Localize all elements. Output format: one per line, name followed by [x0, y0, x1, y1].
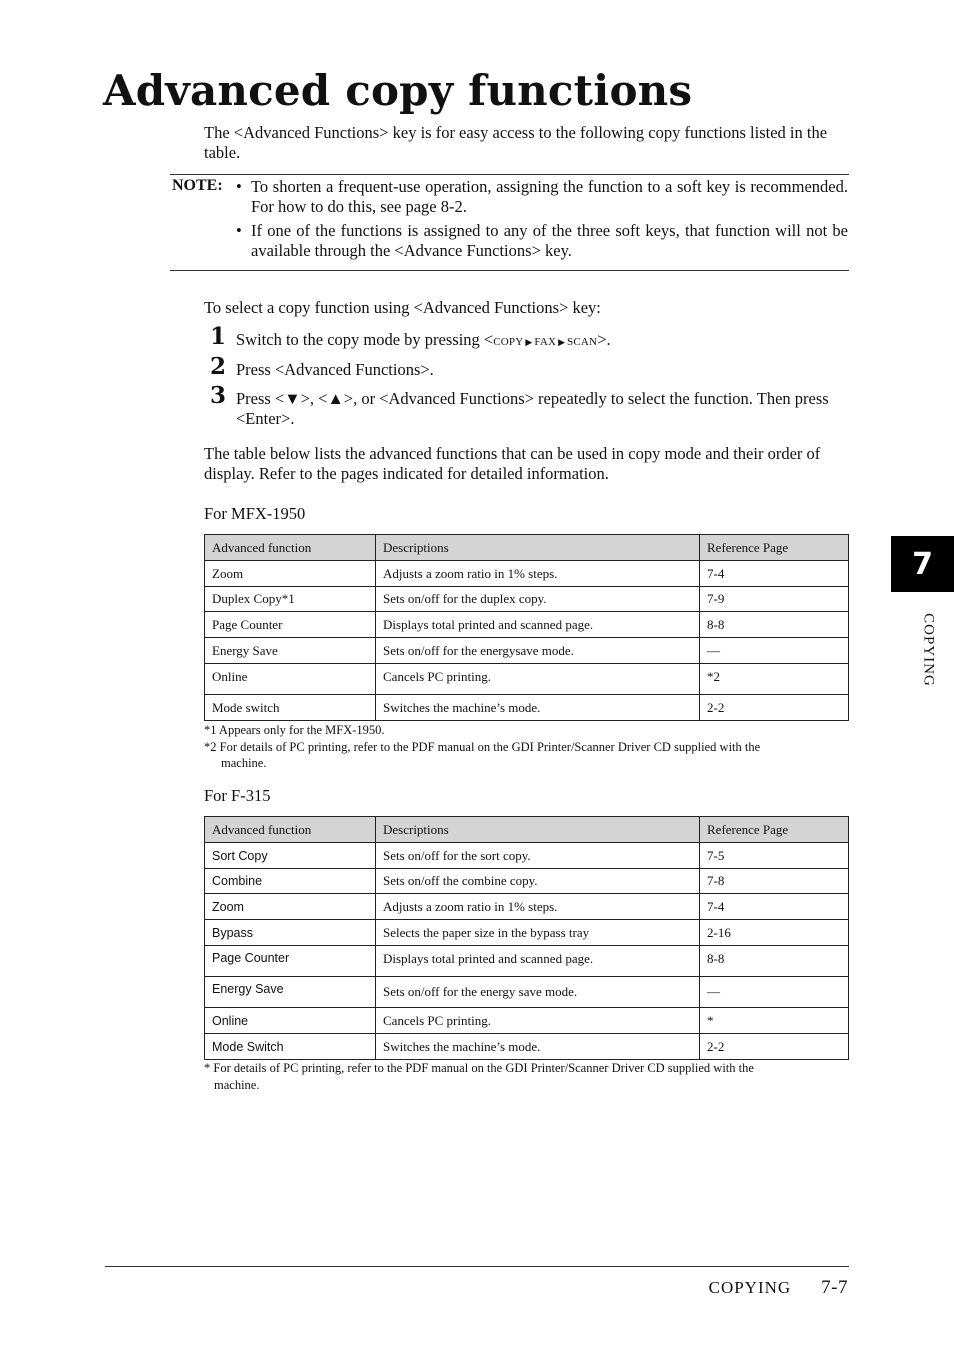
- footer-section: COPYING: [708, 1278, 792, 1297]
- triangle-right-icon: ▶: [525, 337, 533, 347]
- table-cell: Energy Save: [205, 977, 376, 1008]
- table-cell: —: [700, 977, 849, 1008]
- footnote: *2 For details of PC printing, refer to the PDF manual on the GDI Printer/Scanner Driver CD supplied with the: [204, 739, 761, 754]
- table-cell: 7-4: [700, 894, 849, 920]
- table-cell: 7-8: [700, 869, 849, 894]
- step-2: [210, 353, 830, 380]
- table-cell: Zoom: [205, 561, 376, 587]
- header-cell: Descriptions: [376, 535, 700, 561]
- table-row: [205, 843, 849, 869]
- table-cell: Zoom: [205, 894, 376, 920]
- table-cell: 7-5: [700, 843, 849, 869]
- note-text: To shorten a frequent-use operation, assigning the function to a soft key is recommended. For how to do this, see page 8-2.: [251, 177, 848, 216]
- header-cell: Descriptions: [376, 817, 700, 843]
- table-row: [205, 664, 849, 695]
- table-cell: Page Counter: [205, 612, 376, 638]
- step-number: 2: [210, 353, 227, 380]
- chapter-tab: 7: [891, 536, 954, 592]
- table-cell: Cancels PC printing.: [376, 1008, 700, 1034]
- note-box: [170, 174, 849, 271]
- note-label: NOTE:: [172, 177, 223, 194]
- copy-key-label: COPY: [493, 336, 524, 348]
- fax-key-label: FAX: [534, 336, 557, 348]
- table2-caption: For F-315: [204, 786, 271, 805]
- table-cell: Adjusts a zoom ratio in 1% steps.: [376, 561, 700, 587]
- table-cell: Displays total printed and scanned page.: [376, 612, 700, 638]
- table-cell: 2-2: [700, 1034, 849, 1060]
- step-number: 3: [210, 382, 227, 409]
- table-row: [205, 869, 849, 894]
- chapter-side-label: COPYING: [920, 613, 937, 687]
- table-cell: 7-4: [700, 561, 849, 587]
- table-cell: Sets on/off for the sort copy.: [376, 843, 700, 869]
- table-cell: Online: [205, 664, 376, 695]
- table-cell: Sets on/off the combine copy.: [376, 869, 700, 894]
- table1-footnotes: [204, 722, 854, 772]
- table-row: [205, 1034, 849, 1060]
- header-cell: Advanced function: [205, 535, 376, 561]
- step-text: Press <Advanced Functions>.: [236, 360, 434, 379]
- table-cell: Energy Save: [205, 638, 376, 664]
- table-cell: Sets on/off for the energysave mode.: [376, 638, 700, 664]
- table-cell: Sort Copy: [205, 843, 376, 869]
- table-cell: Switches the machine’s mode.: [376, 1034, 700, 1060]
- table-cell: Bypass: [205, 920, 376, 946]
- table-row: [205, 920, 849, 946]
- table-row: [205, 638, 849, 664]
- footnote: machine.: [221, 756, 267, 770]
- note-text: If one of the functions is assigned to any of the three soft keys, that function will not be available through the <Advance Functions> key.: [251, 221, 848, 260]
- step-text-part: Switch to the copy mode by pressing <: [236, 330, 494, 349]
- table-header-row: [205, 535, 849, 561]
- page-title: Advanced copy functions: [103, 66, 693, 115]
- step-text-part: >.: [597, 330, 611, 349]
- table-cell: Mode Switch: [205, 1034, 376, 1060]
- step-number: 1: [210, 323, 227, 350]
- table-cell: Switches the machine’s mode.: [376, 695, 700, 721]
- table-row: [205, 561, 849, 587]
- table-cell: Online: [205, 1008, 376, 1034]
- table-cell: —: [700, 638, 849, 664]
- table-cell: 7-9: [700, 587, 849, 612]
- table-cell: Adjusts a zoom ratio in 1% steps.: [376, 894, 700, 920]
- note-item: [236, 221, 848, 261]
- header-cell: Reference Page: [700, 817, 849, 843]
- bullet-icon: •: [236, 221, 242, 240]
- table-cell: 2-16: [700, 920, 849, 946]
- footnote: machine.: [214, 1077, 260, 1092]
- table-row: [205, 1008, 849, 1034]
- page-footer: [709, 1277, 848, 1299]
- table-row: [205, 946, 849, 977]
- bullet-icon: •: [236, 177, 242, 196]
- step-text: [236, 330, 830, 352]
- table-row: [205, 587, 849, 612]
- table-row: [205, 695, 849, 721]
- page-number: 7-7: [821, 1277, 848, 1298]
- step-text: Press <▼>, <▲>, or <Advanced Functions> repeatedly to select the function. Then press <Enter>.: [236, 389, 829, 428]
- table-cell: 8-8: [700, 946, 849, 977]
- table-cell: Mode switch: [205, 695, 376, 721]
- table-row: [205, 977, 849, 1008]
- table-row: [205, 894, 849, 920]
- table-cell: 8-8: [700, 612, 849, 638]
- table-cell: Sets on/off for the duplex copy.: [376, 587, 700, 612]
- table-cell: *2: [700, 664, 849, 695]
- table-intro: The table below lists the advanced functions that can be used in copy mode and their order of display. Refer to the pages indicated for detailed information.: [204, 444, 821, 483]
- table-cell: Duplex Copy*1: [205, 587, 376, 612]
- header-cell: Advanced function: [205, 817, 376, 843]
- scan-key-label: SCAN: [567, 336, 598, 348]
- footnote: * For details of PC printing, refer to the PDF manual on the GDI Printer/Scanner Driver CD supplied with the: [204, 1061, 754, 1075]
- table1-caption: For MFX-1950: [204, 504, 306, 523]
- header-cell: Reference Page: [700, 535, 849, 561]
- footer-rule: [105, 1266, 849, 1267]
- table-row: [205, 612, 849, 638]
- table-cell: Combine: [205, 869, 376, 894]
- table-header-row: [205, 817, 849, 843]
- table-cell: Page Counter: [205, 946, 376, 977]
- table-f315: [204, 816, 849, 1060]
- table-cell: 2-2: [700, 695, 849, 721]
- table-cell: *: [700, 1008, 849, 1034]
- table-cell: Displays total printed and scanned page.: [376, 946, 700, 977]
- select-intro: To select a copy function using <Advanced Functions> key:: [204, 298, 601, 317]
- intro-paragraph: The <Advanced Functions> key is for easy access to the following copy functions listed in the table.: [204, 123, 828, 162]
- table-cell: Cancels PC printing.: [376, 664, 700, 695]
- table2-footnotes: [204, 1060, 854, 1093]
- note-item: [236, 177, 848, 217]
- step-3: [210, 382, 830, 429]
- table-cell: Selects the paper size in the bypass tray: [376, 920, 700, 946]
- table-mfx1950: [204, 534, 849, 721]
- step-1: [210, 323, 830, 352]
- footnote: *1 Appears only for the MFX-1950.: [204, 723, 385, 737]
- table-cell: Sets on/off for the energy save mode.: [376, 977, 700, 1008]
- triangle-right-icon: ▶: [558, 337, 566, 347]
